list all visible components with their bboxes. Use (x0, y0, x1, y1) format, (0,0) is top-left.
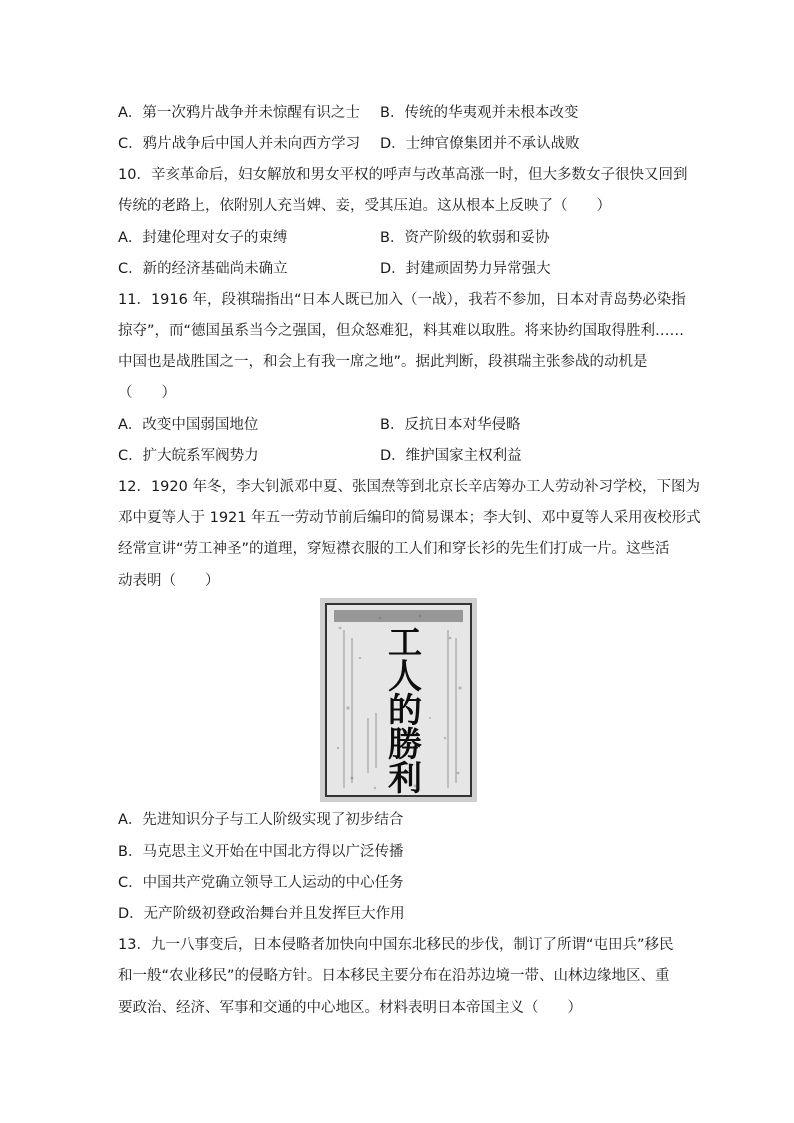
cover-title-char: 的 (388, 691, 422, 731)
q9-options-row-2 (118, 134, 678, 154)
q12-option-a: A．先进知识分子与工人阶级实现了初步结合 (118, 812, 404, 828)
q11-option-a: A．改变中国弱国地位 (118, 417, 259, 433)
q10-stem-line-2: 传统的老路上，依附别人充当婢、妾，受其压迫。这从根本上反映了（ ） (118, 198, 611, 214)
q12-stem-line-1: 12．1920 年冬，李大钊派邓中夏、张国焘等到北京长辛店筹办工人劳动补习学校，下图为 (118, 479, 700, 495)
q11-stem-line-4: （ ） (118, 385, 176, 401)
q10-option-a: A．封建伦理对女子的束缚 (118, 230, 288, 246)
q12-stem-line-2: 邓中夏等人于 1921 年五一劳动节前后编印的简易课本；李大钊、邓中夏等人采用夜校形式 (118, 510, 701, 526)
q13-stem-line-2: 和一般“农业移民”的侵略方针。日本移民主要分布在沿苏边境一带、山林边缘地区、重 (118, 968, 670, 984)
q10-options-row-2 (118, 259, 678, 279)
cover-title (372, 623, 438, 799)
q9-option-b: B．传统的华夷观并未根本改变 (380, 105, 579, 121)
q11-stem-line-1: 11．1916 年，段祺瑞指出“日本人既已加入（一战），我若不参加，日本对青岛势必染指 (118, 292, 686, 308)
q11-stem-line-2: 掠夺”，而“德国虽系当今之强国，但众怒难犯，料其难以取胜。将来协约国取得胜利…… (118, 323, 685, 339)
q9-option-c: C．鸦片战争后中国人并未向西方学习 (118, 136, 361, 152)
q11-option-b: B．反抗日本对华侵略 (380, 417, 521, 433)
q11-option-d: D．维护国家主权利益 (380, 448, 522, 464)
q11-options-row-2 (118, 446, 678, 466)
q11-options-row-1 (118, 415, 678, 435)
cover-title-char: 勝 (388, 725, 422, 765)
q12-stem-line-4: 动表明（ ） (118, 573, 220, 589)
q13-stem-line-3: 要政治、经济、军事和交通的中心地区。材料表明日本帝国主义（ ） (118, 1000, 582, 1016)
q10-option-c: C．新的经济基础尚未确立 (118, 261, 288, 277)
q9-option-d: D．士绅官僚集团并不承认战败 (380, 136, 580, 152)
cover-title-char: 利 (388, 759, 422, 799)
q12-stem-line-3: 经常宣讲“劳工神圣”的道理，穿短襟衣服的工人们和穿长衫的先生们打成一片。这些活 (118, 541, 670, 557)
q11-option-c: C．扩大皖系军阀势力 (118, 448, 259, 464)
q10-option-d: D．封建顽固势力异常强大 (380, 261, 551, 277)
cover-title-char: 人 (388, 657, 422, 697)
q9-options-row-1 (118, 103, 678, 123)
q10-stem-line-1: 10．辛亥革命后，妇女解放和男女平权的呼声与改革高涨一时，但大多数女子很快又回到 (118, 167, 688, 183)
q12-option-d: D．无产阶级初登政治舞台并且发挥巨大作用 (118, 906, 405, 922)
textbook-cover-photo (320, 598, 477, 802)
cover-title-char: 工 (388, 623, 422, 663)
q12-option-c: C．中国共产党确立领导工人运动的中心任务 (118, 875, 404, 891)
q10-option-b: B．资产阶级的软弱和妥协 (380, 230, 550, 246)
q12-option-b: B．马克思主义开始在中国北方得以广泛传播 (118, 844, 404, 860)
q13-stem-line-1: 13．九一八事变后，日本侵略者加快向中国东北移民的步伐，制订了所谓“屯田兵”移民 (118, 937, 674, 953)
q11-stem-line-3: 中国也是战胜国之一，和会上有我一席之地”。据此判断，段祺瑞主张参战的动机是 (118, 354, 648, 370)
q10-options-row-1 (118, 228, 678, 248)
q9-option-a: A．第一次鸦片战争并未惊醒有识之士 (118, 105, 360, 121)
